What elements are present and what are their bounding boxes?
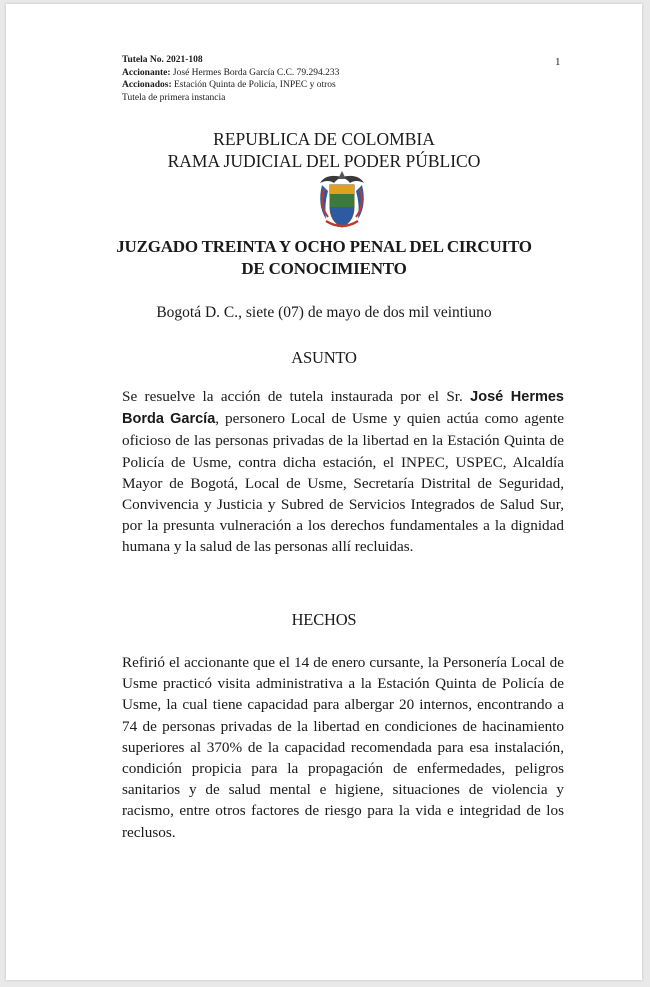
- defendants-line: [122, 79, 339, 92]
- page-number: 1: [555, 56, 561, 68]
- case-number-label: Tutela No.: [122, 55, 164, 65]
- defendants-value: Estación Quinta de Policía, INPEC y otros: [174, 80, 336, 91]
- asunto-paragraph: [122, 386, 564, 558]
- judicial-branch-line: RAMA JUDICIAL DEL PODER PÚBLICO: [167, 151, 481, 171]
- republic-line: REPUBLICA DE COLOMBIA: [213, 129, 435, 149]
- court-name: [6, 236, 642, 280]
- defendants-label: Accionados:: [122, 80, 172, 91]
- plaintiff-name: José Hermes Borda García: [122, 389, 564, 428]
- plaintiff-value: José Hermes Borda García C.C. 79.294.233: [172, 67, 340, 78]
- plaintiff-label: Accionante:: [122, 67, 171, 78]
- asunto-heading: ASUNTO: [291, 348, 357, 367]
- asunto-text-before: Se resuelve la acción de tutela instaurada por el Sr.: [122, 388, 471, 405]
- case-number-line: [122, 54, 339, 67]
- instance-line: Tutela de primera instancia: [122, 92, 226, 103]
- hechos-heading: HECHOS: [291, 610, 357, 629]
- case-number: 2021-108: [166, 55, 203, 65]
- republic-title: [6, 128, 642, 172]
- plaintiff-line: [122, 67, 339, 80]
- court-line-1: JUZGADO TREINTA Y OCHO PENAL DEL CIRCUITO: [116, 237, 532, 256]
- court-line-2: DE CONOCIMIENTO: [241, 259, 407, 278]
- case-header: [122, 54, 339, 104]
- colombia-coat-of-arms-icon: [316, 169, 368, 233]
- document-page: [6, 4, 642, 980]
- asunto-text-after: , personero Local de Usme y quien actúa como agente oficioso de las personas privadas de la libertad en la Estación Quinta de Policía de Usme, contra dicha estación, el INPEC, USPEC, Alcaldía Mayor de Bogotá, Local de Usme, Secretaría Distrital de Seguridad, Convivencia y Justicia y Subred de Servicios Integrados de Salud Sur, por la presunta vulneración a los derechos fundamentales a la dignidad humana y la salud de las personas allí recluidas.: [122, 410, 564, 556]
- hechos-paragraph: Refirió el accionante que el 14 de enero cursante, la Personería Local de Usme practicó visita administrativa a la Estación Quinta de Policía de Usme, la cual tiene capacidad para albergar 20 internos, encontrando a 74 de personas privadas de la libertad en condiciones de hacinamiento superiores al 370% de la capacidad recomendada para esa instalación, condición propicia para la propagación de enfermedades, peligros sanitarios y de salud mental e higiene, situaciones de violencia y racismo, entre otros factores de riesgo para la vida e integridad de los reclusos.: [122, 654, 564, 841]
- date-line: Bogotá D. C., siete (07) de mayo de dos mil veintiuno: [156, 304, 492, 321]
